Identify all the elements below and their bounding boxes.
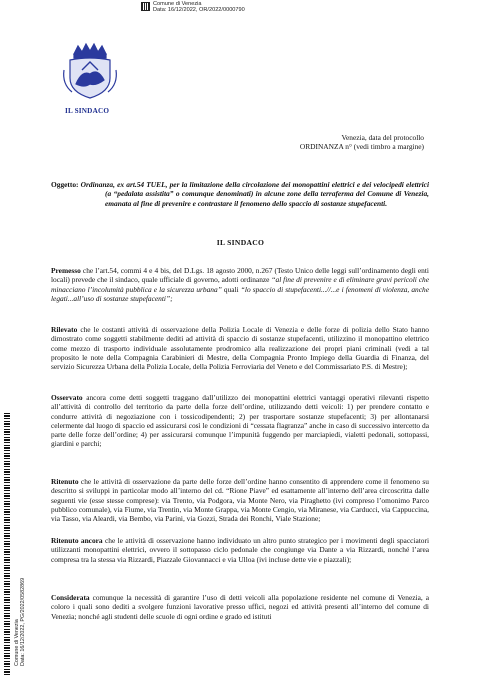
side-protocol-stamp xyxy=(14,376,28,666)
paragraph-text: che le costanti attività di osservazione della Polizia Locale di Venezia e delle forze di polizia dello Stato hanno dimostrato come soggetti stabilmente dediti ad attività di spaccio di sostanze stupefacenti, utilizzino il monopattino elettrico come mezzo di trasporto individuale assolutamente prodromico alla realizzazione dei propri piani criminali (vedi a tal proposito le note della Compagnia Carabinieri di Mestre, della Compagnia Pronto Impiego della Guardia di Finanza, del servizio Sicurezza Urbana della Polizia Locale, della Polizia Ferroviaria del Veneto e del Commissariato P.S. di Mestre); xyxy=(51,325,429,372)
subject-block xyxy=(51,180,429,208)
paragraph-text: che le attività di osservazione hanno individuato un altro punto strategico per i movimenti degli spacciatori utilizzanti monopattini elettrici, ovvero il sottopasso ciclo pedonale che congiunge via Dante a via Rizzardi, nonché l’area compresa tra la stessa via Rizzardi, Piazzale Giovannacci e via Ulloa (ivi incluse dette vie e piazzali); xyxy=(51,536,429,564)
paragraph-quote: “al fine di prevenire e di eliminare gravi pericoli che minacciano l’incolumità pubblica e la sicurezza urbana” xyxy=(51,275,429,294)
subject-label: Oggetto: xyxy=(51,180,79,189)
paragraph-lead: Considerata xyxy=(51,593,90,602)
stamp-line-2: Data: 16/12/2022, OR/2022/0000790 xyxy=(153,7,245,14)
protocol-block xyxy=(300,133,424,152)
protocol-stamp xyxy=(153,1,245,14)
paragraph-premesso xyxy=(51,266,429,303)
paragraph-lead: Ritenuto ancora xyxy=(51,536,103,545)
venezia-crest-icon xyxy=(60,40,120,102)
paragraph-quote: “lo spaccio di stupefacenti...//...e i fenomeni di violenza, anche legati...all’uso di sostanze stupefacenti”; xyxy=(51,284,429,303)
paragraph-rilevato xyxy=(51,325,429,371)
side-stamp-line-2: Data: 16/12/2022, PG/2022/0582869 xyxy=(20,577,27,666)
stamp-line-1: Comune di Venezia xyxy=(153,1,202,7)
paragraph-lead: Ritenuto xyxy=(51,477,79,486)
paragraph-text: che le attività di osservazione da parte delle forze dell’ordine hanno consentito di apprendere come il fenomeno su descritto si sviluppi in particolar modo all’interno del cd. “Rione Piave” ed esattamente all’interno dell’area circoscritta dalle seguenti vie (esse stesse comprese): via Trento, via Podgora, via Monte Nero, via Piraghetto (ivi compreso l’omonimo Parco pubblico comunale), via Fiume, via Trentin, via Monte Grappa, via Monte Cengio, via Miranese, via Carducci, via Cappuccina, via Tasso, via Aleardi, via Bembo, via Parini, via Gozzi, Strada dei Ronchi, Viale Stazione; xyxy=(51,477,429,524)
side-stamp-line-1: Comune di Venezia xyxy=(14,619,20,666)
protocol-place-date: Venezia, data del protocollo xyxy=(341,133,424,142)
paragraph-text: comunque la necessità di garantire l’uso di detti veicoli alla popolazione residente nel comune di Venezia, a coloro i quali sono dediti a svolgere funzioni lavorative presso uffici, negozi ed attività presenti all’interno del comune di Venezia; nonché agli studenti delle scuole di ogni ordine e grado ed istituti xyxy=(51,593,429,621)
paragraph-text: quali xyxy=(221,284,241,294)
paragraph-osservato xyxy=(51,393,429,449)
subject-text: Ordinanza, ex art.54 TUEL, per la limitazione della circolazione dei monopattini elettrici e dei velocipedi elettrici (a “pedalata assistita” o comunque denominati) in alcune zone della terraferma del Comune di Venezia, emanata al fine di prevenire e contrastare il fenomeno dello spaccio di sostanze stupefacenti. xyxy=(80,180,429,208)
paragraph-text: che l’art.54, commi 4 e 4 bis, del D.Lgs. 18 agosto 2000, n.267 (Testo Unico delle leggi sull’ordinamento degli enti locali) prevede che il sindaco, quale ufficiale di governo, adotti ordinanze xyxy=(51,266,429,285)
barcode-icon xyxy=(4,413,10,676)
paragraph-text: ancora come detti soggetti traggano dall’utilizzo dei monopattini elettrici vantaggi operativi rilevanti rispetto all’attività di controllo del territorio da parte della forze dell’ordine, utilizzando detti veicoli: 1) per prendere contatto e condurre attività di negoziazione con i tossicodipendenti; 2) per trasportare sostanze stupefacenti; 3) per allontanarsi celermente dal luogo di spaccio ed assicurarsi così le condizioni di “cessata flagranza” anche in caso di successivo intercetto da parte delle forze dell’ordine; 4) per assicurarsi comunque l’impunità fuggendo per marciapiedi, vialetti pedonali, sottopassi, giardini e parchi; xyxy=(51,393,429,449)
section-title: IL SINDACO xyxy=(216,238,265,247)
paragraph-ritenuto-ancora xyxy=(51,536,429,564)
paragraph-lead: Osservato xyxy=(51,393,83,402)
paragraph-lead: Premesso xyxy=(51,266,81,275)
qr-code-icon xyxy=(141,2,150,11)
mayor-header-label: IL SINDACO xyxy=(65,107,110,115)
paragraph-ritenuto xyxy=(51,477,429,523)
paragraph-considerata xyxy=(51,593,429,621)
paragraph-lead: Rilevato xyxy=(51,325,78,334)
protocol-ordinance-number: ORDINANZA n° (vedi timbro a margine) xyxy=(299,142,424,152)
